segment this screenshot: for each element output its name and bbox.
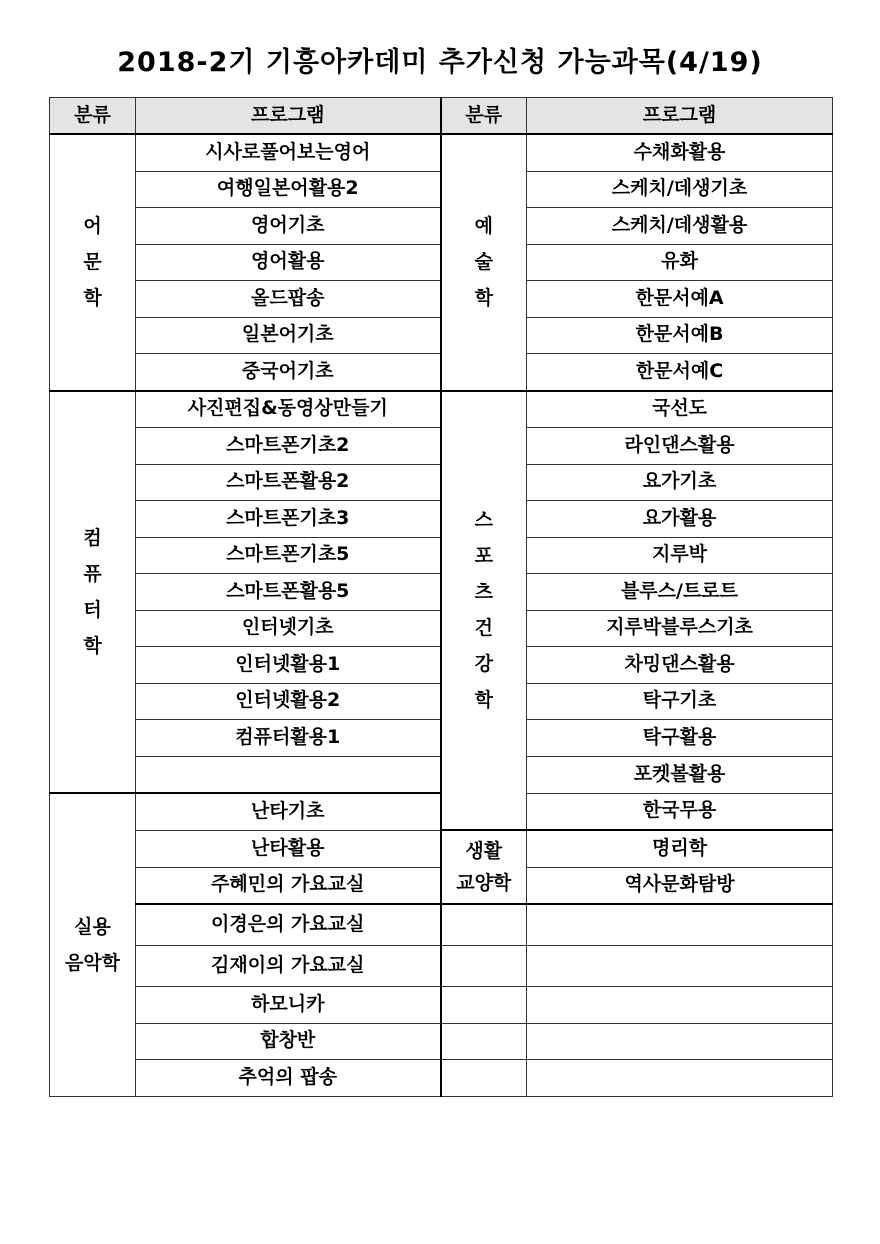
table-row [50, 946, 833, 987]
header-category-left: 분류 [50, 98, 136, 135]
table-row [50, 134, 833, 171]
course-cell: 한문서예C [527, 354, 833, 391]
empty-cell [441, 987, 527, 1024]
course-cell: 일본어기초 [136, 317, 441, 354]
table-row [50, 391, 833, 428]
course-cell: 블루스/트로트 [527, 574, 833, 611]
empty-cell [441, 946, 527, 987]
course-cell: 한문서예B [527, 317, 833, 354]
header-program-right: 프로그램 [527, 98, 833, 135]
course-cell: 사진편집&동영상만들기 [136, 391, 441, 428]
course-cell: 국선도 [527, 391, 833, 428]
header-program-left: 프로그램 [136, 98, 441, 135]
course-cell: 스케치/데생활용 [527, 208, 833, 245]
header-category-right: 분류 [441, 98, 527, 135]
page-title: 2018-2기 기흥아카데미 추가신청 가능과목(4/19) [117, 47, 763, 78]
course-cell: 탁구활용 [527, 720, 833, 757]
course-cell: 한문서예A [527, 281, 833, 318]
group-sports [441, 391, 527, 831]
group-life [441, 830, 527, 904]
course-cell: 스마트폰기초5 [136, 537, 441, 574]
course-cell: 지루박 [527, 537, 833, 574]
course-cell: 요가활용 [527, 501, 833, 538]
course-table [49, 97, 833, 1097]
course-cell: 지루박블루스기초 [527, 610, 833, 647]
empty-cell [527, 946, 833, 987]
course-cell: 차밍댄스활용 [527, 647, 833, 684]
group-computer-label: 컴 퓨 터 학 [83, 526, 102, 657]
course-cell: 시사로풀어보는영어 [136, 134, 441, 171]
empty-cell [441, 1023, 527, 1060]
course-cell: 탁구기초 [527, 683, 833, 720]
course-cell: 난타활용 [136, 830, 441, 867]
course-cell: 올드팝송 [136, 281, 441, 318]
course-cell: 영어활용 [136, 244, 441, 281]
empty-cell [527, 1060, 833, 1097]
course-cell: 중국어기초 [136, 354, 441, 391]
course-cell: 컴퓨터활용1 [136, 720, 441, 757]
course-cell: 명리학 [527, 830, 833, 867]
empty-cell [527, 1023, 833, 1060]
empty-cell [441, 904, 527, 946]
table-row [50, 904, 833, 946]
group-music [50, 793, 136, 1096]
table-row [50, 1060, 833, 1097]
group-language-label: 어 문 학 [83, 215, 102, 310]
empty-cell [441, 1060, 527, 1097]
course-cell: 스마트폰활용5 [136, 574, 441, 611]
course-cell: 합창반 [136, 1023, 441, 1060]
group-sports-label: 스 포 츠 건 강 학 [474, 508, 493, 712]
course-cell: 요가기초 [527, 464, 833, 501]
empty-cell [527, 987, 833, 1024]
course-cell: 인터넷기초 [136, 610, 441, 647]
header-row [50, 98, 833, 135]
table-row [50, 830, 833, 867]
group-music-label: 실용 음악학 [64, 915, 121, 974]
group-arts-label: 예 술 학 [474, 215, 493, 310]
course-cell: 스마트폰활용2 [136, 464, 441, 501]
course-cell: 역사문화탐방 [527, 867, 833, 904]
table-row [50, 987, 833, 1024]
course-cell: 난타기초 [136, 793, 441, 830]
course-cell: 인터넷활용2 [136, 683, 441, 720]
course-cell: 인터넷활용1 [136, 647, 441, 684]
course-cell: 스마트폰기초3 [136, 501, 441, 538]
course-cell: 여행일본어활용2 [136, 171, 441, 208]
course-cell: 스케치/데생기초 [527, 171, 833, 208]
group-computer [50, 391, 136, 794]
course-cell: 이경은의 가요교실 [136, 904, 441, 946]
course-cell: 영어기초 [136, 208, 441, 245]
course-cell: 유화 [527, 244, 833, 281]
course-cell: 김재이의 가요교실 [136, 946, 441, 987]
table-row [50, 1023, 833, 1060]
course-cell: 라인댄스활용 [527, 428, 833, 465]
course-cell [136, 756, 441, 793]
course-cell: 하모니카 [136, 987, 441, 1024]
group-arts [441, 134, 527, 391]
course-cell: 수채화활용 [527, 134, 833, 171]
course-cell: 한국무용 [527, 793, 833, 830]
course-cell: 주혜민의 가요교실 [136, 867, 441, 904]
group-life-label: 생활 교양학 [456, 839, 512, 894]
group-language [50, 134, 136, 391]
empty-cell [527, 904, 833, 946]
course-cell: 포켓볼활용 [527, 756, 833, 793]
course-cell: 추억의 팝송 [136, 1060, 441, 1097]
course-cell: 스마트폰기초2 [136, 428, 441, 465]
